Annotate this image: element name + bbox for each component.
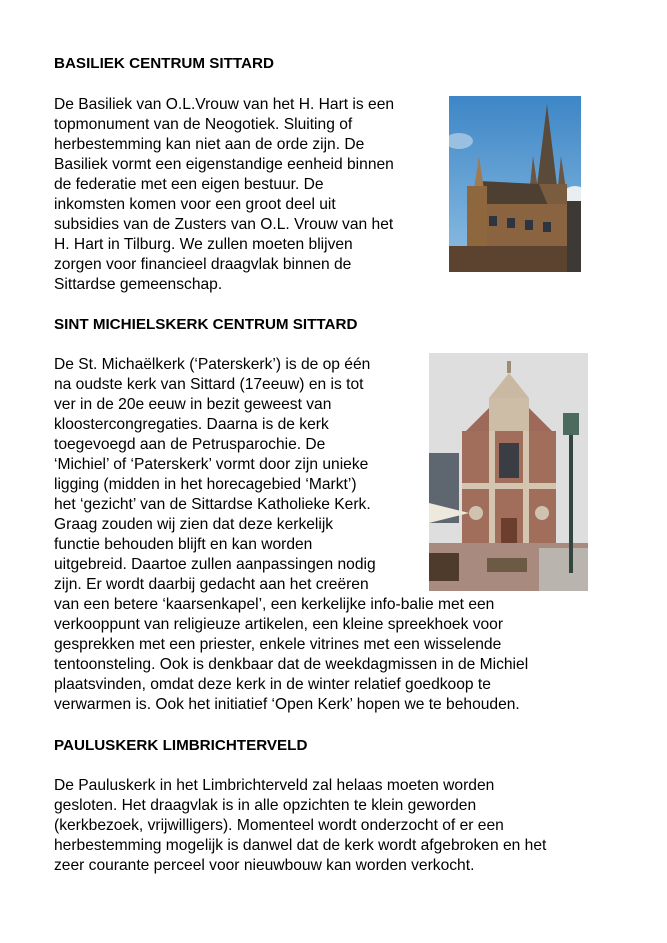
text-line: na oudste kerk van Sittard (17eeuw) en is tot	[54, 376, 364, 393]
text-line: Graag zouden wij zien dat deze kerkelijk	[54, 516, 334, 533]
section-heading-michielskerk: SINT MICHIELSKERK CENTRUM SITTARD	[54, 316, 358, 333]
text-line: zijn. Er wordt daarbij gedacht aan het creëren	[54, 576, 369, 593]
text-line: verwarmen is. Ook het initiatief ‘Open Kerk’ hopen we te behouden.	[54, 696, 520, 713]
text-line: het ‘gezicht’ van de Sittardse Katholieke Kerk.	[54, 496, 371, 513]
text-line: subsidies van de Zusters van O.L. Vrouw van het	[54, 216, 394, 233]
text-line: inkomsten komen voor een groot deel uit	[54, 196, 336, 213]
text-line: topmonument van de Neogotiek. Sluiting of	[54, 116, 353, 133]
text-line: zorgen voor financieel draagvlak binnen de	[54, 256, 352, 273]
text-line: toegevoegd aan de Petrusparochie. De	[54, 436, 326, 453]
text-line: verkooppunt van religieuze artikelen, een kleine spreekhoek voor	[54, 616, 504, 633]
text-line: herbestemming kan niet aan de orde zijn. De	[54, 136, 365, 153]
text-line: herbestemming mogelijk is danwel dat de kerk wordt afgebroken en het	[54, 837, 547, 854]
text-line: functie behouden blijft en kan worden	[54, 536, 313, 553]
text-line: Sittardse gemeenschap.	[54, 276, 223, 293]
text-line: Basiliek vormt een eigenstandige eenheid binnen	[54, 156, 394, 173]
text-line: H. Hart in Tilburg. We zullen moeten blijven	[54, 236, 353, 253]
text-line: kloostercongregaties. Daarna is de kerk	[54, 416, 329, 433]
text-line: tentoonsteling. Ook is denkbaar dat de weekdagmissen in de Michiel	[54, 656, 529, 673]
text-line: gesloten. Het draagvlak is in alle opzichten te klein geworden	[54, 797, 477, 814]
text-line: ligging (midden in het horecagebied ‘Markt’)	[54, 476, 357, 493]
section-heading-basiliek: BASILIEK CENTRUM SITTARD	[54, 55, 274, 72]
text-line: De Pauluskerk in het Limbrichterveld zal helaas moeten worden	[54, 777, 495, 794]
text-line: van een betere ‘kaarsenkapel’, een kerkelijke info-balie met een	[54, 596, 495, 613]
text-line: gesprekken met een priester, enkele vitrines met een wisselende	[54, 636, 502, 653]
section-heading-pauluskerk: PAULUSKERK LIMBRICHTERVELD	[54, 737, 308, 754]
text-line: plaatsvinden, omdat deze kerk in de winter relatief goedkoop te	[54, 676, 491, 693]
text-line: de federatie met een eigen bestuur. De	[54, 176, 324, 193]
basilica-photo	[449, 96, 581, 272]
text-line: De St. Michaëlkerk (‘Paterskerk’) is de op één	[54, 356, 371, 373]
text-line: ‘Michiel’ of ‘Paterskerk’ vormt door zijn unieke	[54, 456, 369, 473]
text-line: ver in de 20e eeuw in bezit geweest van	[54, 396, 332, 413]
text-line: uitgebreid. Daartoe zullen aanpassingen nodig	[54, 556, 376, 573]
text-line: (kerkbezoek, vrijwilligers). Momenteel wordt onderzocht of er een	[54, 817, 504, 834]
text-line: zeer courante perceel voor nieuwbouw kan worden verkocht.	[54, 857, 475, 874]
text-line: De Basiliek van O.L.Vrouw van het H. Hart is een	[54, 96, 395, 113]
michielskerk-photo	[429, 353, 588, 591]
